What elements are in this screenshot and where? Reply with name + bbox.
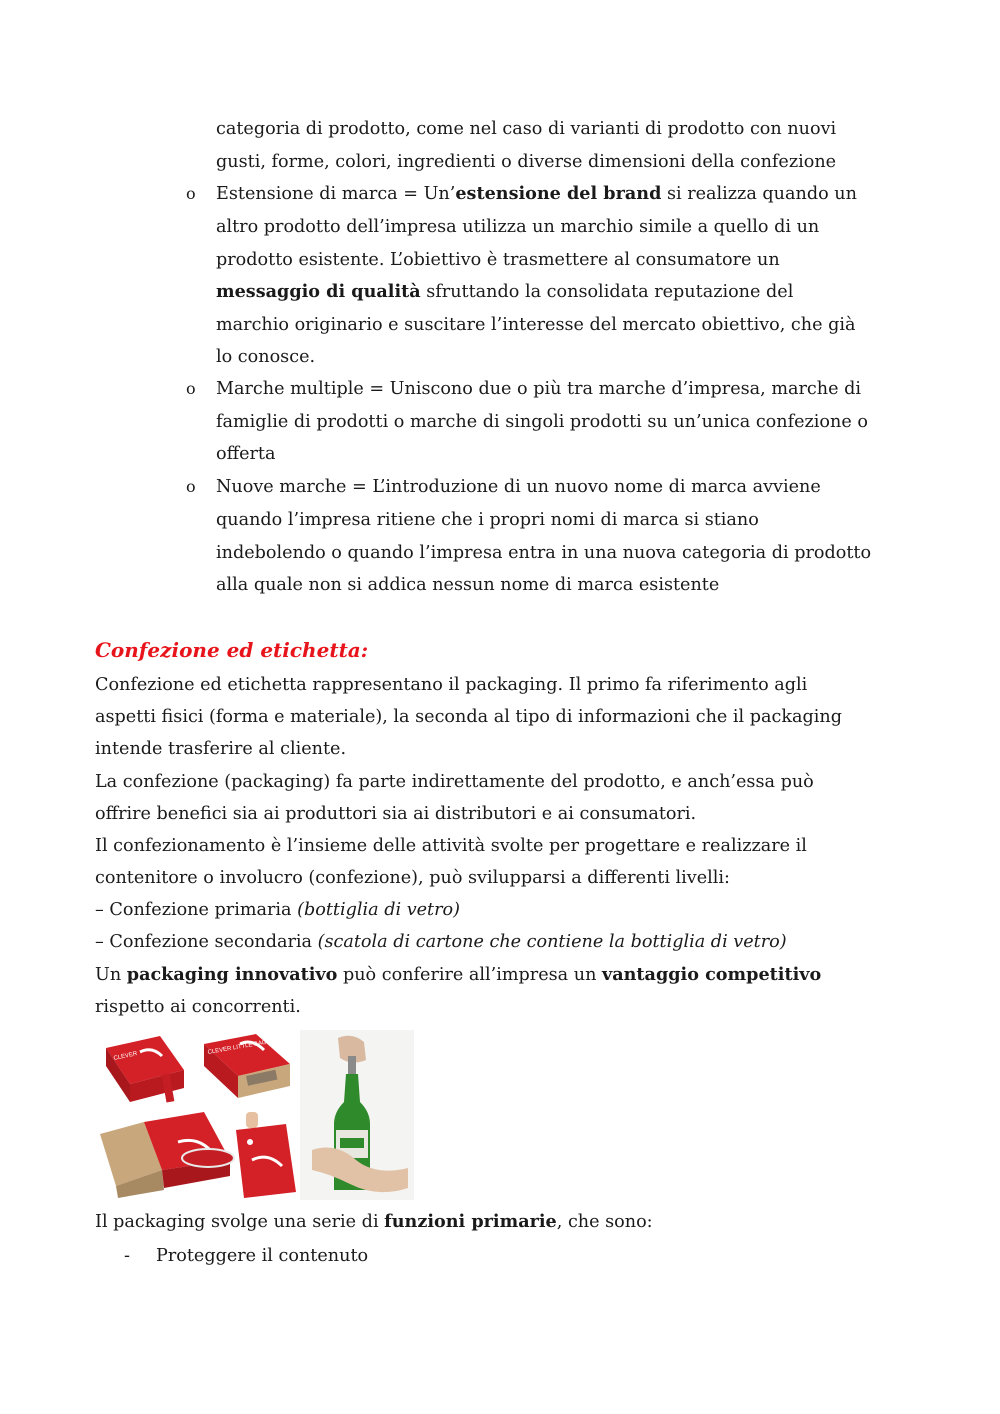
list-item-estensione: Estensione di marca = Un’estensione del brand si realizza quando un (216, 183, 857, 204)
paragraph-line: rispetto ai concorrenti. (95, 997, 301, 1017)
paragraph-line: Confezione ed etichetta rappresentano il packaging. Il primo fa riferimento agli (95, 675, 808, 695)
text-line: gusti, forme, colori, ingredienti o diverse dimensioni della confezione (216, 152, 837, 172)
text-line: offerta (216, 444, 276, 464)
bottle-photo (300, 1030, 414, 1200)
paragraph-line-primaria: – Confezione primaria (bottiglia di vetro) (95, 900, 460, 920)
svg-text:CLEVER: CLEVER (113, 1051, 138, 1062)
paragraph-line: La confezione (packaging) fa parte indirettamente del prodotto, e anch’essa può (95, 772, 814, 792)
box-brand-text: CLEVER LITTLE BAG (207, 1039, 268, 1056)
list-dash: - (124, 1246, 130, 1266)
bold-term: messaggio di qualità (216, 281, 421, 302)
text-line: marchio originario e suscitare l’interesse del mercato obiettivo, che già (216, 315, 856, 335)
bold-term: vantaggio competitivo (602, 964, 822, 985)
section-heading: Confezione ed etichetta: (95, 638, 369, 662)
paragraph-line: aspetti fisici (forma e materiale), la seconda al tipo di informazioni che il packaging (95, 707, 842, 727)
bold-term: funzioni primarie (384, 1211, 557, 1232)
bullet-marker: o (186, 477, 196, 496)
text-line: alla quale non si addica nessun nome di marca esistente (216, 575, 720, 595)
bullet-marker: o (186, 379, 196, 398)
paragraph-line: Il confezionamento è l’insieme delle attività svolte per progettare e realizzare il (95, 836, 807, 856)
text-line: indebolendo o quando l’impresa entra in una nuova categoria di prodotto (216, 543, 872, 563)
puma-box-closed (106, 1036, 184, 1102)
paragraph-line: contenitore o involucro (confezione), può svilupparsi a differenti livelli: (95, 868, 730, 888)
text-line: prodotto esistente. L’obiettivo è trasmettere al consumatore un (216, 250, 780, 270)
paragraph-line: Il packaging svolge una serie di funzioni primarie, che sono: (95, 1211, 653, 1232)
list-item: Proteggere il contenuto (156, 1246, 369, 1266)
text-line: quando l’impresa ritiene che i propri nomi di marca si stiano (216, 510, 759, 530)
puma-box-open (204, 1034, 290, 1098)
text-line: altro prodotto dell’impresa utilizza un marchio simile a quello di un (216, 217, 820, 237)
list-item-marche-multiple: Marche multiple = Uniscono due o più tra marche d’impresa, marche di (216, 379, 861, 399)
paragraph-line: offrire benefici sia ai produttori sia ai distributori e ai consumatori. (95, 804, 697, 824)
puma-bag (236, 1112, 296, 1198)
puma-box-shoe (100, 1112, 234, 1198)
text-line: lo conosce. (216, 347, 316, 367)
text-line: famiglie di prodotti o marche di singoli prodotti su un’unica confezione o (216, 412, 868, 432)
packaging-illustration (100, 1030, 416, 1200)
bold-term: packaging innovativo (126, 964, 338, 985)
paragraph-line-secondaria: – Confezione secondaria (scatola di cartone che contiene la bottiglia di vetro) (95, 932, 787, 952)
text-line: messaggio di qualità sfruttando la consolidata reputazione del (216, 281, 794, 302)
list-item-nuove-marche: Nuove marche = L’introduzione di un nuovo nome di marca avviene (216, 477, 821, 497)
bullet-marker: o (186, 184, 196, 203)
paragraph-line: intende trasferire al cliente. (95, 739, 347, 759)
packaging-figure (100, 1030, 416, 1200)
bold-term: estensione del brand (455, 183, 662, 204)
text-line: categoria di prodotto, come nel caso di varianti di prodotto con nuovi (216, 119, 837, 139)
paragraph-line: Un packaging innovativo può conferire all’impresa un vantaggio competitivo (95, 964, 822, 985)
